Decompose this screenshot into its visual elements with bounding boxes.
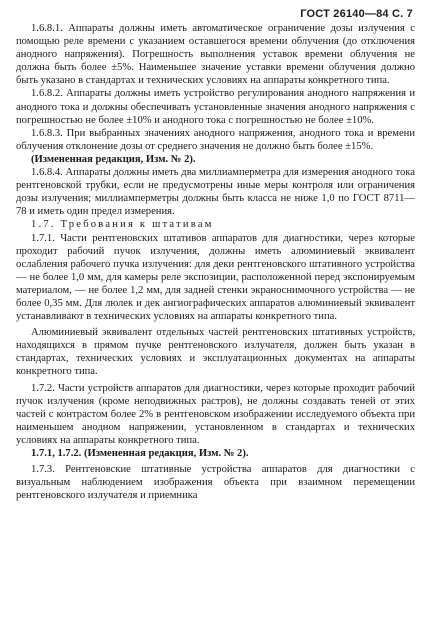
page-number: С. 7: [392, 8, 413, 20]
paragraph-1-6-8-1: 1.6.8.1. Аппараты должны иметь автоматическое ограничение дозы излучения с помощью реле времени с указанием оставшегося времени облучения (до отключения анодного напряжения). Погрешность выполнения уставок времени облучения не должна быть более ±5%. Наименьшее значение уставки времени облучения должно быть указано в стандартах и технических условиях на аппараты конкретного типа.: [16, 23, 415, 87]
standard-number: ГОСТ 26140—84: [300, 8, 389, 20]
section-heading-1-7: 1.7. Требования к штативам: [31, 219, 214, 231]
paragraph-1-6-8-2: 1.6.8.2. Аппараты должны иметь устройство регулирования анодного напряжения и анодного тока и должны обеспечивать установленные значения анодного напряжения с погрешностью не более ±10% и анодного тока с погрешностью не более ±10%.: [16, 88, 415, 126]
document-body: [16, 22, 415, 502]
paragraph-1-6-8-4: 1.6.8.4. Аппараты должны иметь два миллиамперметра для измерения анодного тока рентгеновской трубки, если не предусмотрены иные меры контроля или ограничения дозы излучения; миллиамперметры должны быть класса не ниже 1,0 по ГОСТ 8711—78 и иметь один предел измерения.: [16, 167, 415, 218]
paragraph-1-7-3: 1.7.3. Рентгеновские штативные устройства аппаратов для диагностики с визуальным наблюдением изображения объекта при взаимном перемещении рентгеновского излучателя и приемника: [16, 464, 415, 502]
amendment-note: (Измененная редакция, Изм. № 2).: [31, 153, 196, 165]
page-header: [300, 8, 413, 20]
paragraph-1-6-8-3: 1.6.8.3. При выбранных значениях анодного напряжения, анодного тока и времени облучения отклонение дозы от среднего значения не должно быть более ±15%.: [16, 127, 415, 152]
amendment-note-1-7: 1.7.1, 1.7.2. (Измененная редакция, Изм. № 2).: [31, 448, 249, 459]
paragraph-1-7-2: 1.7.2. Части устройств аппаратов для диагностики, через которые проходит рабочий пучок излучения (кроме неподвижных растров), не должны создавать теней от этих частей с контрастом более 2% в рентгеновском изображении исследуемого объекта при наименьшем анодном напряжении, установленном в стандартах и технических условиях на аппараты конкретного типа.: [16, 382, 415, 446]
paragraph-1-7-1: 1.7.1. Части рентгеновских штативов аппаратов для диагностики, через которые проходит рабочий пучок излучения, должны иметь алюминиевый эквивалент ослабления рабочего пучка излучения: для деки рентгеновского штативного устройства — не более 1,0 мм, для камеры реле экспозиции, расположенной перед экспонируемым материалом, — не более 1,2 мм, для задней стенки экраноснимочного устройства — не более 0,35 мм. Для люлек и дек ангиографических аппаратов алюминиевый эквивалент устанавливают в технических условиях на аппараты конкретного типа.: [16, 232, 415, 323]
paragraph-aluminium-equivalent: Алюминиевый эквивалент отдельных частей рентгеновских штативных устройств, находящихся в прямом пучке рентгеновского излучателя, должен быть указан в стандартах, технических условиях и эксплуатационных документах на аппараты конкретного типа.: [16, 327, 415, 378]
